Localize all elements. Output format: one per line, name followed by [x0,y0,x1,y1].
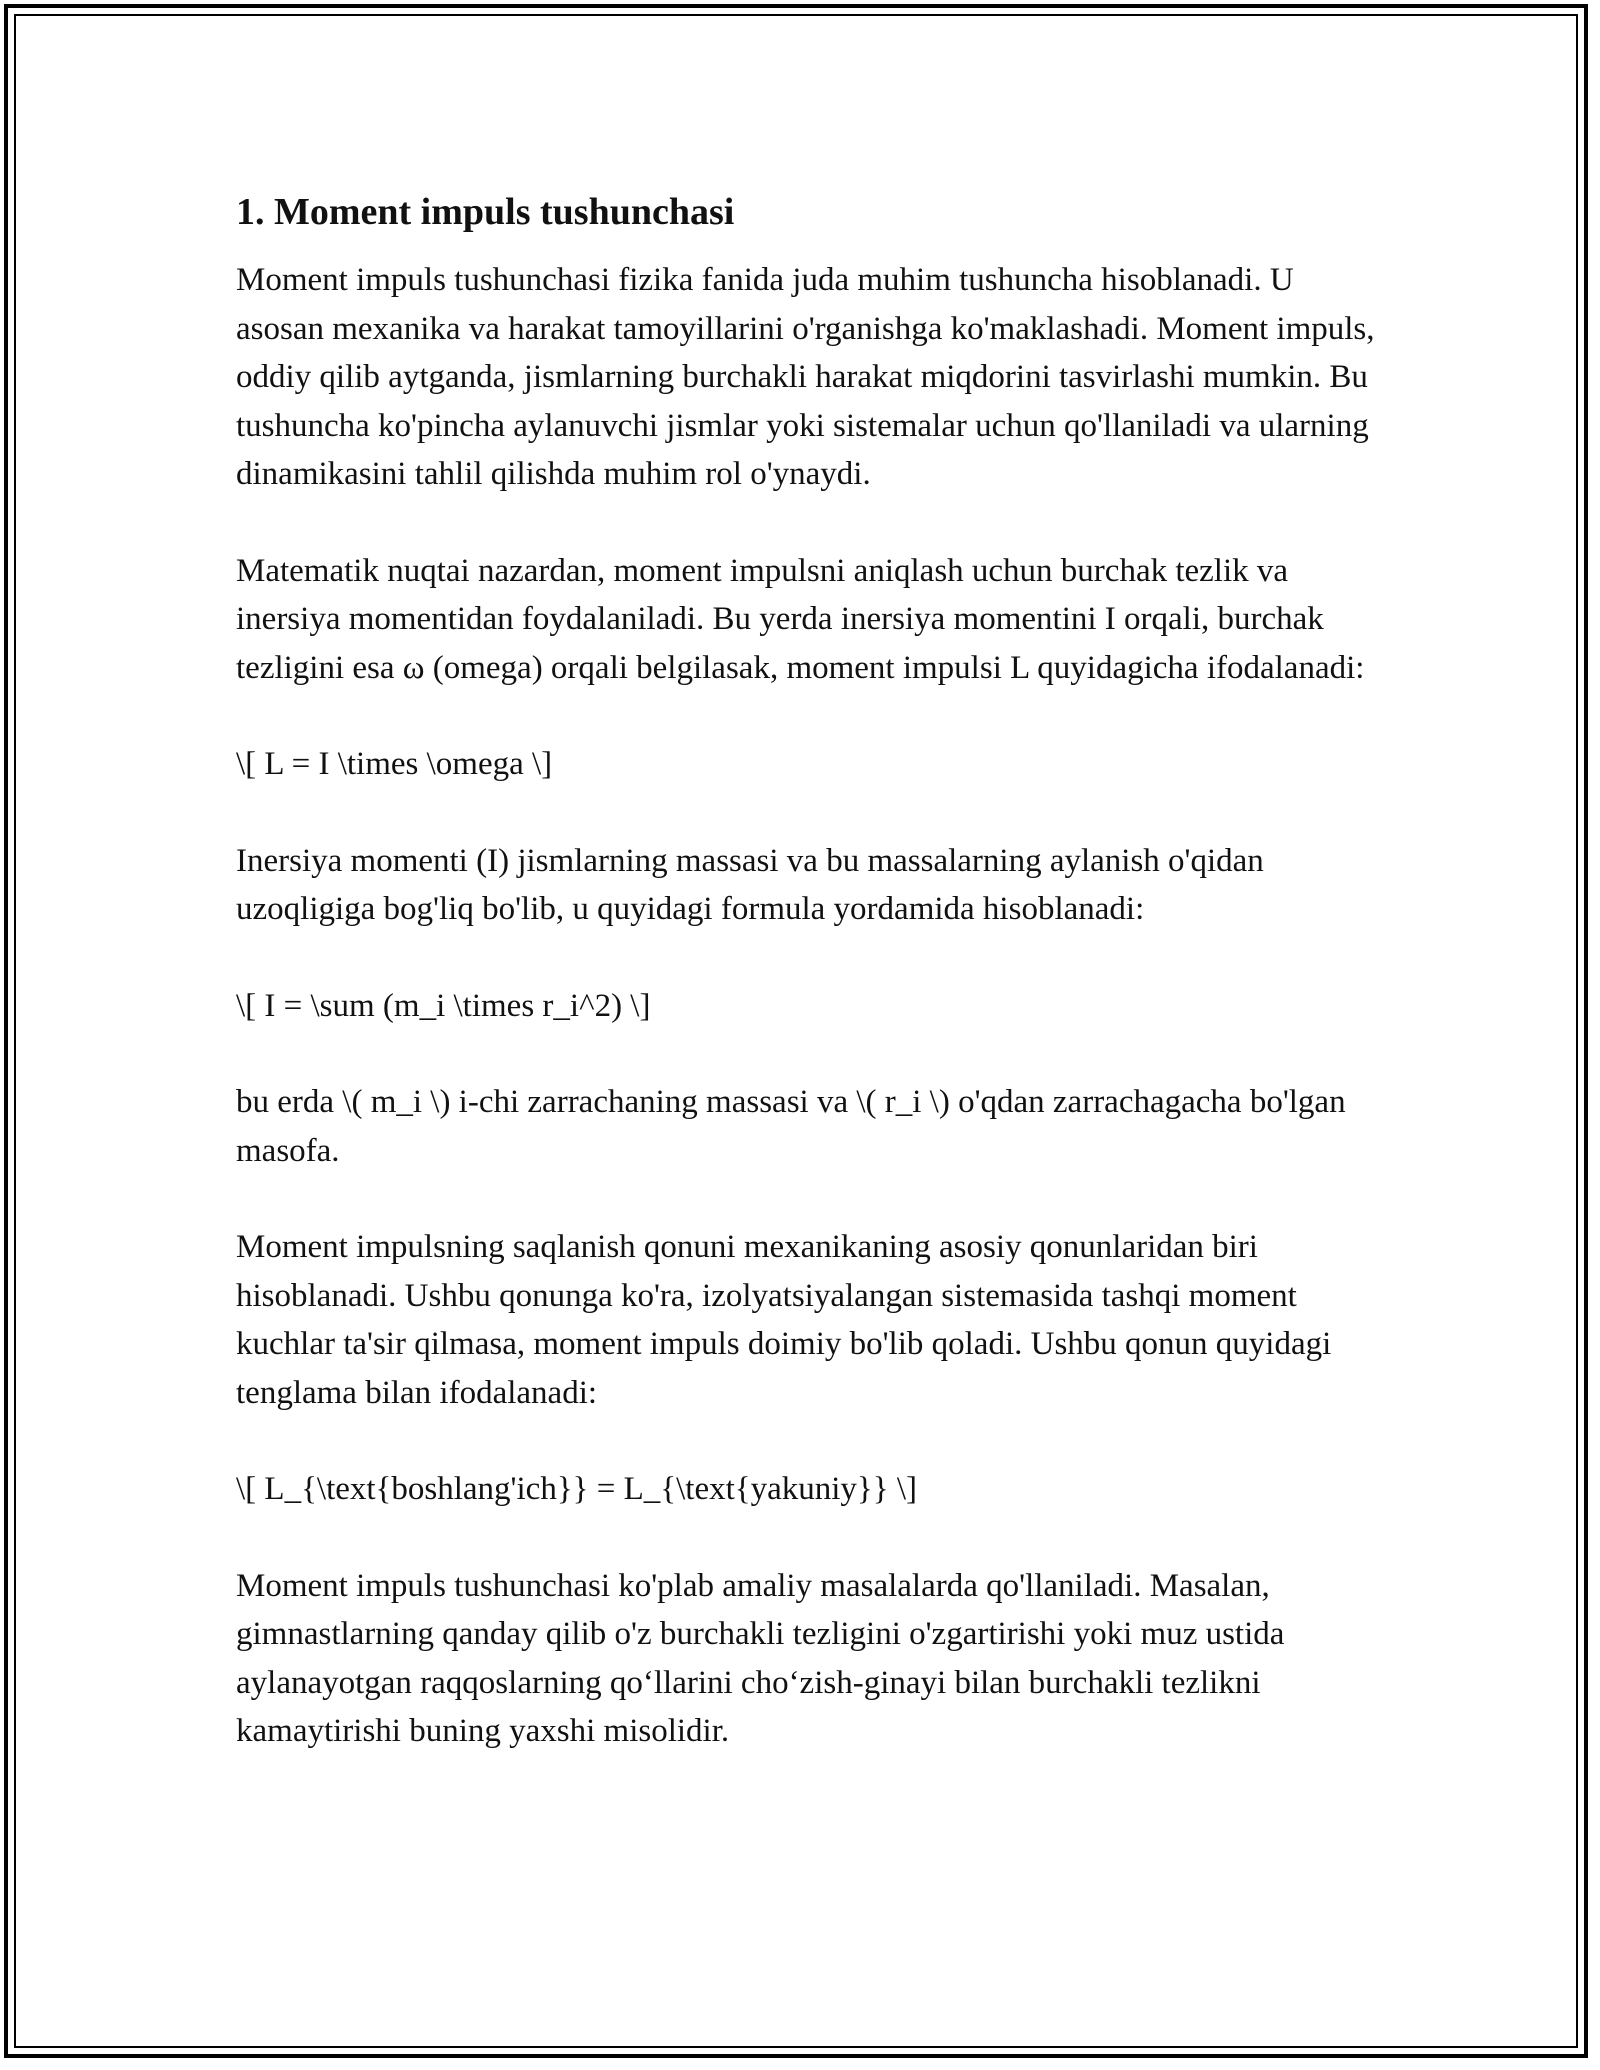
paragraph-applications: Moment impuls tushunchasi ko'plab amaliy masalalarda qo'llaniladi. Masalan, gimnastlarning qanday qilib o'z burchakli tezligini o'zgartirishi yoki muz ustida aylanayotgan raqqoslarning qo‘llarini cho‘zish-ginayi bilan burchakli tezlikni kamaytirishi buning yaxshi misolidir. [236,1567,1285,1749]
paragraph-variables: bu erda \( m_i \) i-chi zarrachaning massasi va \( r_i \) o'qdan zarrachagacha bo'lgan masofa. [236,1084,1346,1169]
formula-angular-momentum: \[ L = I \times \omega \] [236,746,553,782]
paragraph-conservation: Moment impulsning saqlanish qonuni mexanikaning asosiy qonunlaridan biri hisoblanadi. Ushbu qonunga ko'ra, izolyatsiyalangan sistemasida tashqi moment kuchlar ta'sir qilmasa, moment impuls doimiy bo'lib qoladi. Ushbu qonun quyidagi tenglama bilan ifodalanadi: [236,1229,1332,1411]
paragraph-math-definition: Matematik nuqtai nazardan, moment impulsni aniqlash uchun burchak tezlik va inersiya momentidan foydalaniladi. Bu yerda inersiya momentini I orqali, burchak tezligini esa ω (omega) orqali belgilasak, moment impulsi L quyidagicha ifodalanadi: [236,552,1365,686]
formula-inertia: \[ I = \sum (m_i \times r_i^2) \] [236,987,651,1024]
formula-conservation: \[ L_{\text{boshlang'ich}} = L_{\text{yakuniy}} \] [236,1471,917,1507]
paragraph-inertia: Inersiya momenti (I) jismlarning massasi va bu massalarning aylanish o'qidan uzoqligiga bog'liq bo'lib, u quyidagi formula yordamida hisoblanadi: [236,842,1264,927]
paragraph-intro: Moment impuls tushunchasi fizika fanida juda muhim tushuncha hisoblanadi. U asosan mexanika va harakat tamoyillarini o'rganishga ko'maklashadi. Moment impuls, oddiy qilib aytganda, jismlarning burchakli harakat miqdorini tasvirlashi mumkin. Bu tushuncha ko'pincha aylanuvchi jismlar yoki sistemalar uchun qo'llaniladi va ularning dinamikasini tahlil qilishda muhim rol o'ynaydi. [236,262,1375,492]
section-heading: 1. Moment impuls tushunchasi [236,191,735,233]
document-body [236,186,1376,1804]
